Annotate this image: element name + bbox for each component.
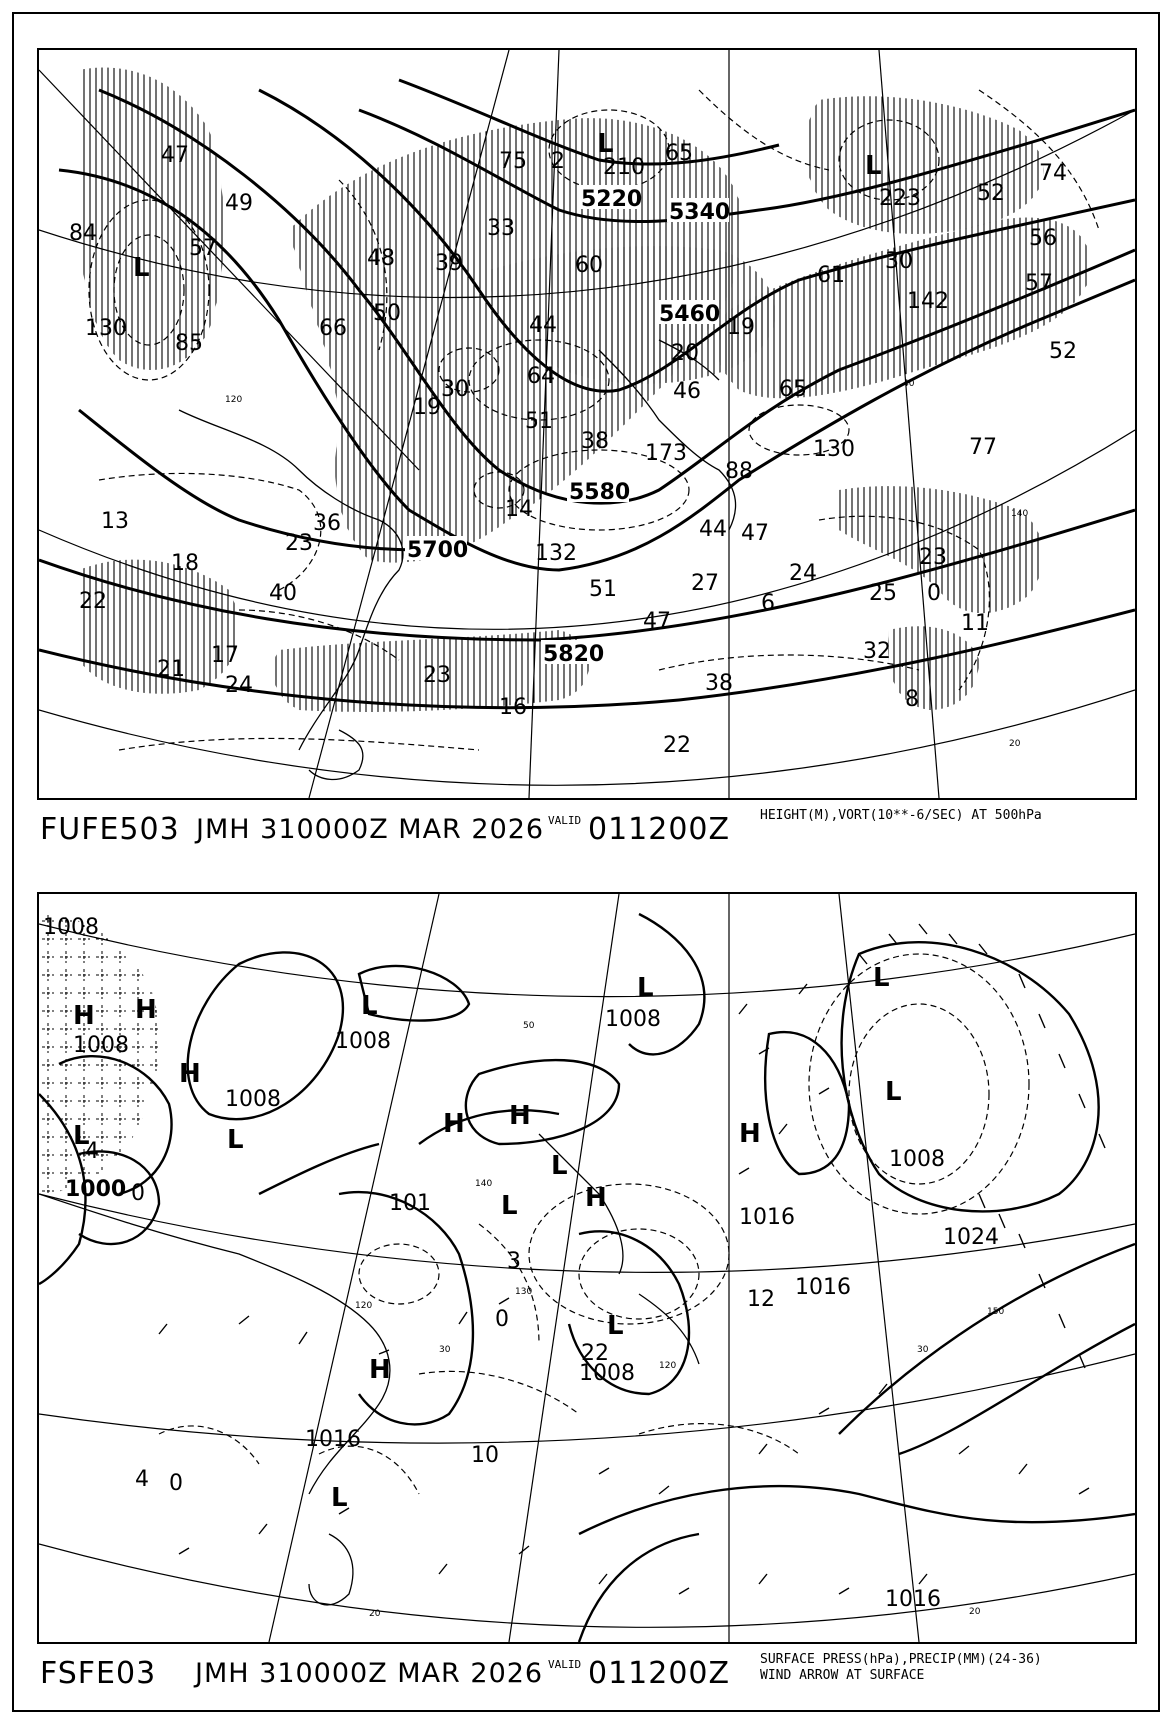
precip-label: 0 [131, 1181, 145, 1206]
vort-label: 210 [603, 155, 645, 180]
vort-label: 66 [319, 316, 347, 341]
svg-text:150: 150 [987, 1307, 1005, 1317]
height-label: 5700 [407, 538, 469, 563]
vort-label: 39 [435, 251, 463, 276]
vort-label: 85 [175, 331, 203, 356]
valid-time: 011200Z [588, 812, 731, 847]
isobar-label: 1008 [43, 915, 99, 940]
surface-caption [40, 1652, 1140, 1696]
surface-pressure-map [37, 892, 1137, 1644]
pressure-centers [73, 963, 902, 1513]
vort-label: 24 [225, 673, 253, 698]
isobar-label: 101 [389, 1191, 431, 1216]
vort-label: 32 [863, 639, 891, 664]
valid-time: 011200Z [588, 1656, 731, 1691]
vort-label: 19 [413, 395, 441, 420]
vort-label: 130 [813, 437, 855, 462]
isobar-label: 1008 [579, 1361, 635, 1386]
vort-label: 173 [645, 441, 687, 466]
low-center-marker: L [637, 973, 654, 1003]
upper-air-caption [40, 808, 1140, 852]
chart-code: FSFE03 [40, 1656, 157, 1691]
vort-label: 142 [907, 289, 949, 314]
isobar-label: 1008 [605, 1007, 661, 1032]
high-center-marker: H [179, 1059, 201, 1089]
vort-label: 8 [905, 687, 919, 712]
height-label: 5820 [543, 642, 605, 667]
precip-label: 12 [747, 1287, 775, 1312]
run-time: JMH 310000Z MAR 2026 [196, 814, 545, 845]
vort-label: 50 [373, 301, 401, 326]
vort-label: 22 [663, 733, 691, 758]
svg-text:120: 120 [659, 1361, 677, 1371]
run-time: JMH 310000Z MAR 2026 [195, 1658, 544, 1689]
high-center-marker: H [73, 1001, 95, 1031]
vort-label: 30 [441, 377, 469, 402]
precip-label: 0 [495, 1307, 509, 1332]
low-center-marker: L [865, 151, 882, 181]
isobar-label: 1008 [889, 1147, 945, 1172]
vort-label: 44 [699, 517, 727, 542]
isobar-label: 1008 [73, 1033, 129, 1058]
high-center-marker: H [369, 1355, 391, 1385]
low-center-marker: L [885, 1077, 902, 1107]
vort-label: 2 [551, 149, 565, 174]
svg-text:20: 20 [1009, 739, 1021, 749]
svg-text:20: 20 [369, 1609, 381, 1619]
vort-label: 30 [885, 249, 913, 274]
vort-label: 61 [817, 263, 845, 288]
vort-label: 40 [269, 581, 297, 606]
svg-text:130: 130 [515, 1287, 533, 1297]
vort-label: 52 [977, 181, 1005, 206]
vort-label: 88 [725, 459, 753, 484]
chart-code: FUFE503 [40, 812, 180, 847]
isobar-label: 1016 [305, 1427, 361, 1452]
svg-text:20: 20 [969, 1607, 981, 1617]
vort-label: 46 [673, 379, 701, 404]
vort-label: 56 [1029, 226, 1057, 251]
vort-label: 223 [879, 186, 921, 211]
low-center-marker: L [73, 1121, 90, 1151]
low-center-marker: L [551, 1151, 568, 1181]
vort-label: 13 [101, 509, 129, 534]
vort-label: 0 [927, 581, 941, 606]
vort-label: 65 [779, 377, 807, 402]
chart-description: HEIGHT(M),VORT(10**-6/SEC) AT 500hPa [760, 808, 1042, 823]
vort-label: 49 [225, 191, 253, 216]
vort-label: 14 [505, 497, 533, 522]
vort-label: 17 [211, 643, 239, 668]
precip-label: 3 [507, 1249, 521, 1274]
vort-label: 24 [789, 561, 817, 586]
vort-label: 22 [79, 589, 107, 614]
vort-label: 57 [1025, 271, 1053, 296]
svg-text:120: 120 [355, 1301, 373, 1311]
vort-label: 48 [367, 246, 395, 271]
isobar-label: 1000 [65, 1177, 127, 1202]
vort-label: 38 [705, 671, 733, 696]
vort-label: 23 [285, 531, 313, 556]
vort-label: 51 [525, 409, 553, 434]
low-center-marker: L [133, 253, 150, 283]
isobar-label: 1024 [943, 1225, 999, 1250]
vort-label: 16 [499, 695, 527, 720]
high-center-marker: H [509, 1101, 531, 1131]
vort-label: 64 [527, 364, 555, 389]
vort-label: 36 [313, 511, 341, 536]
chart-description: SURFACE PRESS(hPa),PRECIP(MM)(24-36) WIND ARROW AT SURFACE [760, 1652, 1042, 1683]
isobars [39, 914, 1135, 1642]
vort-label: 130 [85, 316, 127, 341]
vort-label: 132 [535, 541, 577, 566]
precip-contours [159, 954, 1029, 1494]
vort-label: 21 [157, 657, 185, 682]
svg-text:140: 140 [475, 1179, 493, 1189]
isobar-label: 1016 [795, 1275, 851, 1300]
isobar-label: 1008 [225, 1087, 281, 1112]
low-center-marker: L [597, 129, 614, 159]
vort-label: 51 [589, 577, 617, 602]
precip-label: 22 [581, 1341, 609, 1366]
low-center-marker: L [873, 963, 890, 993]
vort-label: 65 [665, 141, 693, 166]
svg-text:50: 50 [523, 1021, 535, 1031]
precip-label: 10 [471, 1443, 499, 1468]
valid-label: VALID [548, 1658, 582, 1671]
low-center-marker: L [331, 1483, 348, 1513]
low-center-marker: L [607, 1311, 624, 1341]
precip-label: 4 [135, 1467, 149, 1492]
svg-text:140: 140 [1011, 509, 1029, 519]
precip-label: 0 [169, 1471, 183, 1496]
vort-label: 84 [69, 221, 97, 246]
isobar-label: 1016 [739, 1205, 795, 1230]
vort-label: 23 [919, 545, 947, 570]
vort-label: 52 [1049, 339, 1077, 364]
svg-text:40: 40 [903, 379, 915, 389]
vort-label: 23 [423, 663, 451, 688]
precip-label: 4 [85, 1139, 99, 1164]
height-label: 5460 [659, 302, 721, 327]
svg-text:30: 30 [917, 1345, 929, 1355]
vort-label: 33 [487, 216, 515, 241]
vort-label: 60 [575, 253, 603, 278]
surface-map-canvas [39, 894, 1135, 1642]
upper-air-500hpa-map [37, 48, 1137, 800]
upper-air-map-canvas [39, 50, 1135, 798]
svg-text:30: 30 [439, 1345, 451, 1355]
vort-label: 44 [529, 313, 557, 338]
vort-label: 19 [727, 315, 755, 340]
vort-label: 18 [171, 551, 199, 576]
height-label: 5220 [581, 187, 643, 212]
low-center-marker: L [361, 991, 378, 1021]
high-center-marker: H [739, 1119, 761, 1149]
valid-label: VALID [548, 814, 582, 827]
isobar-label: 1008 [335, 1029, 391, 1054]
low-center-marker: L [501, 1191, 518, 1221]
vort-label: 20 [671, 341, 699, 366]
vort-label: 57 [189, 236, 217, 261]
high-center-marker: H [443, 1109, 465, 1139]
svg-text:120: 120 [225, 395, 243, 405]
vort-label: 75 [499, 149, 527, 174]
vort-label: 11 [961, 611, 989, 636]
vort-label: 6 [761, 591, 775, 616]
isobar-label: 1016 [885, 1587, 941, 1612]
vort-label: 77 [969, 435, 997, 460]
vort-label: 38 [581, 429, 609, 454]
vort-label: 27 [691, 571, 719, 596]
high-center-marker: H [585, 1183, 607, 1213]
vort-label: 47 [741, 521, 769, 546]
low-center-marker: L [227, 1125, 244, 1155]
vort-label: 47 [643, 609, 671, 634]
vort-label: 74 [1039, 161, 1067, 186]
vort-label: 47 [161, 143, 189, 168]
height-label: 5580 [569, 480, 631, 505]
height-label: 5340 [669, 200, 731, 225]
high-center-marker: H [135, 995, 157, 1025]
vort-label: 25 [869, 581, 897, 606]
